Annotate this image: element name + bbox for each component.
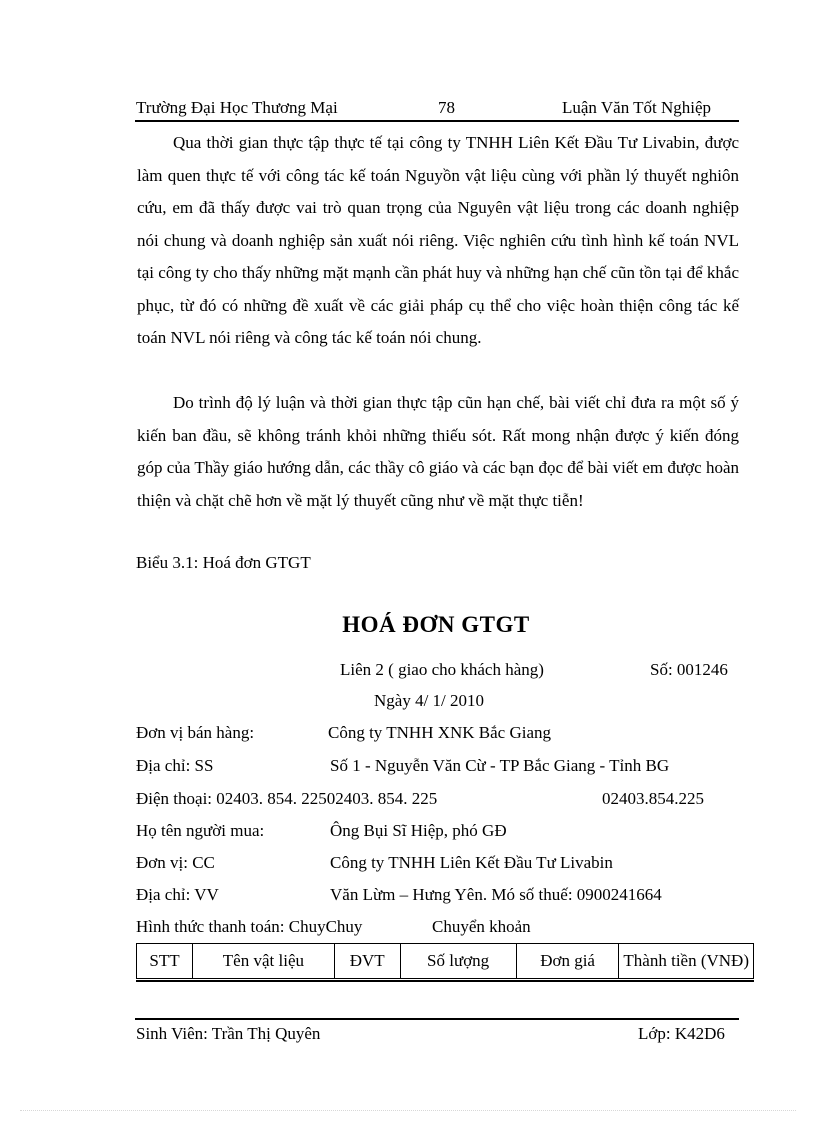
invoice-date: Ngày 4/ 1/ 2010: [374, 691, 485, 710]
phone-value: 02403.854.225: [602, 789, 704, 808]
buyer-unit-label: Đơn vị: CC: [136, 853, 215, 872]
payment-label: Hình thức thanh toán: ChuyChuy: [136, 917, 363, 936]
header-school: Trường Đại Học Thương Mại: [136, 98, 338, 117]
footer-class: Lớp: K42D6: [638, 1024, 725, 1043]
col-unit-price: Đơn giá: [516, 944, 619, 979]
phone-label: Điện thoại: 02403. 854. 22502403. 854. 225: [136, 789, 438, 808]
seller-address-label: Địa chỉ: SS: [136, 756, 214, 775]
header-doc-title: Luận Văn Tốt Nghiệp: [562, 98, 712, 117]
footer-student: Sinh Viên: Trần Thị Quyên: [136, 1024, 321, 1043]
figure-label: Biểu 3.1: Hoá đơn GTGT: [136, 553, 311, 572]
invoice-table: [136, 943, 754, 979]
col-quantity: Số lượng: [400, 944, 516, 979]
buyer-unit-value: Công ty TNHH Liên Kết Đầu Tư Livabin: [330, 853, 613, 872]
buyer-address-value: Văn Lừm – Hưng Yên. Mó số thuế: 0900241664: [330, 885, 662, 904]
header-rule: [135, 120, 739, 122]
col-material-name: Tên vật liệu: [192, 944, 334, 979]
buyer-address-label: Địa chỉ: VV: [136, 885, 219, 904]
page-edge-dots: [20, 1110, 796, 1111]
invoice-title: HOÁ ĐƠN GTGT: [342, 612, 530, 637]
paragraph-conclusion-2: Do trình độ lý luận và thời gian thực tập cũn hạn chế, bài viết chỉ đưa ra một số ý kiến ban đầu, sẽ không tránh khỏi những thiếu sót. Rất mong nhận được ý kiến đóng góp của Thầy giáo hướng dẫn, các thầy cô giáo và các bạn đọc để bài viết em được hoàn thiện và chặt chẽ hơn về mặt lý thuyết cũng như về mặt thực tiễn!: [137, 393, 739, 510]
invoice-number: Số: 001246: [650, 660, 728, 679]
col-unit: ĐVT: [334, 944, 400, 979]
buyer-label: Họ tên người mua:: [136, 821, 265, 840]
table-bottom-rule: [136, 980, 754, 982]
footer-rule: [135, 1018, 739, 1020]
seller-label: Đơn vị bán hàng:: [136, 723, 255, 742]
invoice-copy-label: Liên 2 ( giao cho khách hàng): [340, 660, 544, 679]
table-header-row: [137, 944, 754, 979]
seller-address-value: Số 1 - Nguyễn Văn Cừ - TP Bắc Giang - Tỉnh BG: [330, 756, 670, 775]
buyer-value: Ông Bụi Sĩ Hiệp, phó GĐ: [330, 821, 507, 840]
paragraph-conclusion-1: Qua thời gian thực tập thực tế tại công ty TNHH Liên Kết Đầu Tư Livabin, được làm quen thực tế với công tác kế toán Nguyồn vật liệu cùng với phần lý thuyết nghiôn cứu, em đã thấy được vai trò quan trọng của Nguyên vật liệu trong các doanh nghiệp nói chung và doanh nghiệp sản xuất nói riêng. Việc nghiên cứu tình hình kế toán NVL tại công ty cho thấy những mặt mạnh cần phát huy và những hạn chế cũn tồn tại để khắc phục, từ đó có những đề xuất về các giải pháp cụ thể cho việc hoàn thiện công tác kế toán NVL nói riêng và công tác kế toán nói chung.: [137, 133, 739, 347]
col-stt: STT: [137, 944, 193, 979]
col-amount: Thành tiền (VNĐ): [619, 944, 754, 979]
header-page-number: 78: [438, 98, 455, 117]
payment-value: Chuyển khoản: [432, 917, 531, 936]
seller-value: Công ty TNHH XNK Bắc Giang: [328, 723, 552, 742]
